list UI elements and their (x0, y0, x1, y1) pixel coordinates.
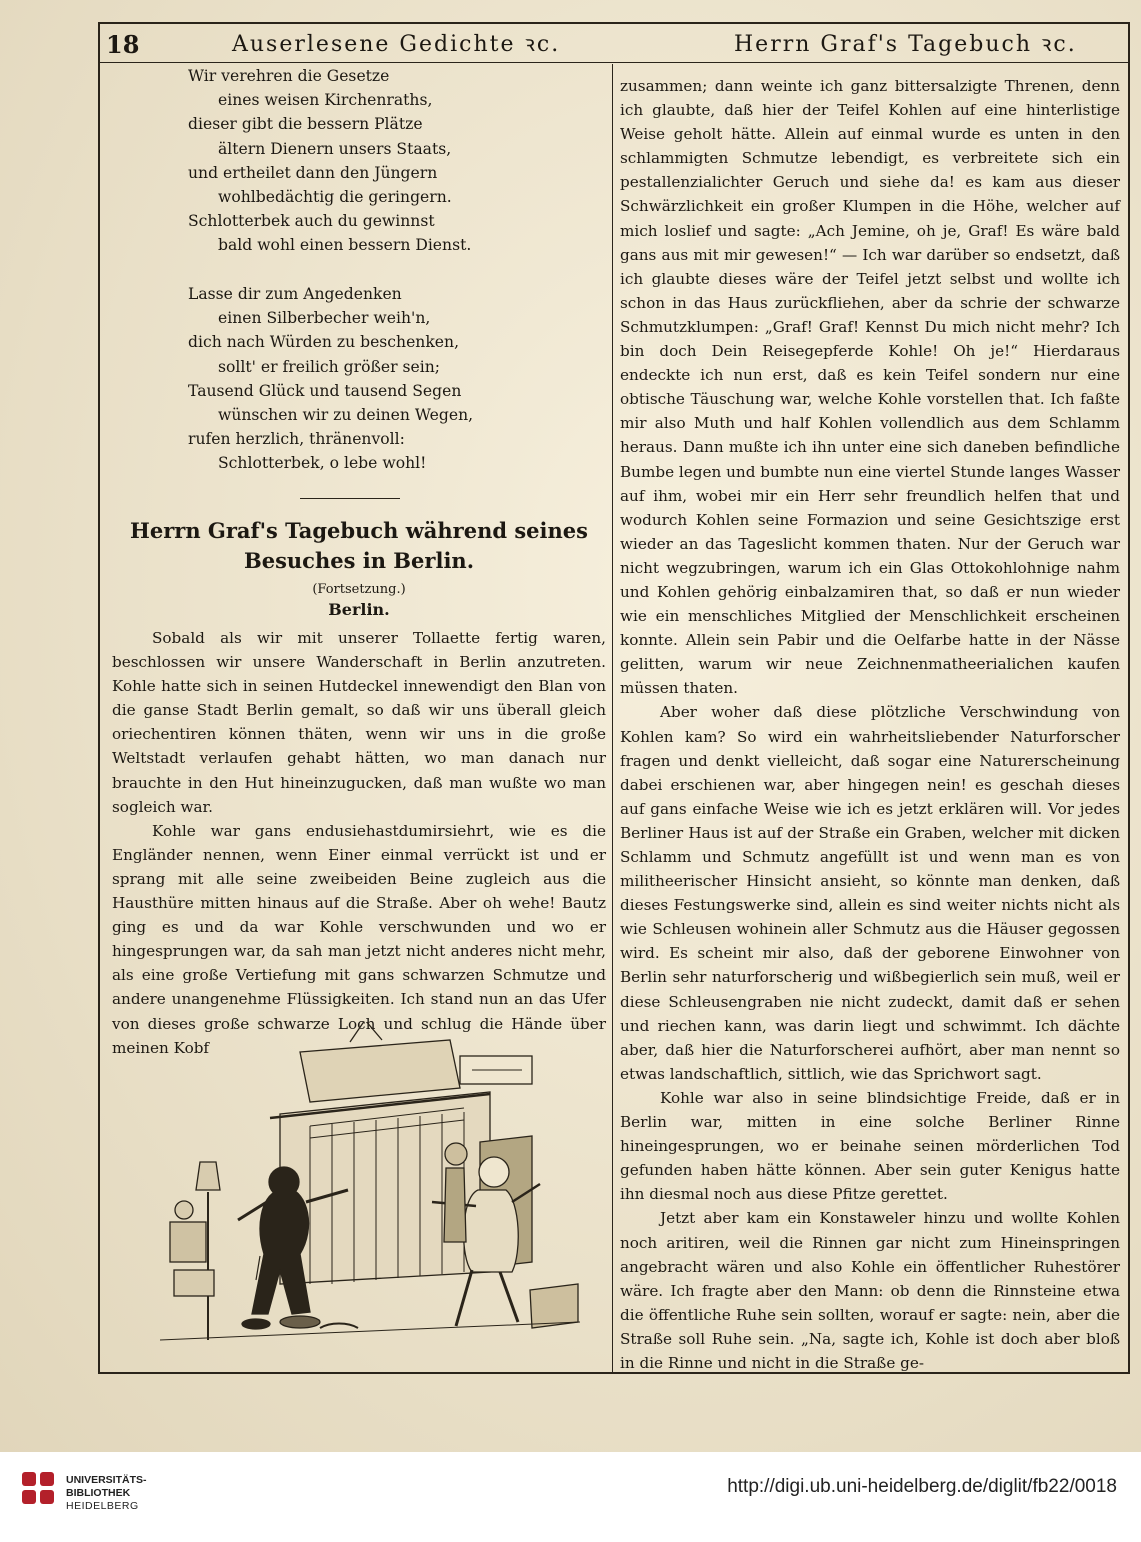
article-title (112, 516, 606, 576)
verse-line: einen Silberbecher weih'n, (218, 309, 431, 328)
institution-name (66, 1474, 147, 1513)
paragraph: zusammen; dann weinte ich ganz bittersalzigte Threnen, denn ich glaubte, daß hier der Teifel Kohlen auf eine hinterlistige Weise geholt hätte. Allein auf einmal wurde es unten in den schlammigten Schmutze lebendigt, es verbreitete sich ein pestallenzialichter Geruch und siehe da! es kam aus dieser Schwärzlichkeit ein großer Klumpen in die Höhe, welcher auf mich loslief und sagte: „Ach Jemine, oh je, Graf! Es wäre bald gans aus mit mir gewesen!“ — Ich war darüber so endsetzt, daß ich glaubte dieses wäre der Teifel jetzt selbst und wollte ich schon in das Haus zurückfliehen, aber da schrie der schwarze Schmutzklumpen: „Graf! Graf! Kennst Du mich nicht mehr? Ich bin doch Dein Reisegepferde Kohle! Oh je!“ Hierdaraus endeckte ich nun erst, daß es kein Teifel sondern nur eine obtische Täuschung war, welche Kohle vorstellen that. Ich faßte mir also Muth und half Kohlen vollendlich aus dem Schlamm heraus. Dann mußte ich ihn unter eine sich daneben befindliche Bumbe legen und bumbte nun eine viertel Stunde langes Wasser auf ihm, wobei mir ein Herr sehr freundlich helfen that und wodurch Kohlen seine Formazion und seine Gesichtszige erst wieder an das Tageslicht kommen thaten. Nur der Geruch war nicht wegzubringen, warum ich ein Glas Ottokohlohnige nahm und Kohlen gehörig einbalzamiren that, so daß er nun wieder wie ein menschliches Mitglied der Menschlichkeit erscheinen konnte. Allein sein Pabir und die Oelfarbe hatte in der Nässe gelitten, warum wir neue Zeichnenmatheerialichen kaufen müssen thaten. (620, 77, 1120, 698)
article-continuation: (Fortsetzung.) (312, 582, 406, 597)
institution-line: BIBLIOTHEK (66, 1487, 131, 1499)
running-head-left: Auserlesene Gedichte ꝛc. (232, 32, 561, 57)
verse-line: wünschen wir zu deinen Wegen, (218, 406, 474, 425)
left-column-text (112, 626, 606, 1060)
article-title-line: Besuches in Berlin. (243, 548, 474, 573)
poem-stanza-1 (188, 64, 608, 258)
running-head-right: Herrn Graf's Tagebuch ꝛc. (734, 32, 1077, 57)
paragraph: Jetzt aber kam ein Konstaweler hinzu und wollte Kohlen noch aritiren, weil die Rinnen gar nicht zum Hineinspringen angebracht wären und also Kohle ein öffentlicher Ruhestörer wäre. Ich fragte aber den Mann: ob denn die Rinnsteine etwa die öffentliche Ruhe sein sollten, worauf er sagte: nein, aber die Straße soll Ruhe sein. „Na, sagte ich, Kohle ist doch aber bloß in die Rinne und nicht in die Straße ge- (620, 1209, 1120, 1372)
paragraph: Kohle war gans endusiehastdumirsiehrt, wie es die Engländer nennen, wenn Einer einmal verrückt ist und er sprang mit alle seine zweibeiden Beine zugleich aus die Hausthüre mitten hinaus auf die Straße. Aber oh wehe! Bautz ging es und da war Kohle verschwunden und wo er hingesprungen war, da sah man jetzt nicht anderes nicht mehr, als eine große Vertiefung mit gans schwarzen Schmutze und andere unangenehme Flüssigkeiten. Ich stand nun an das Ufer von dieses große schwarze Loch und schlug die Hände über meinen Kobf (112, 821, 606, 1057)
section-divider (300, 498, 400, 499)
column-rule (612, 64, 613, 1372)
verse-line: Wir verehren die Gesetze (188, 67, 390, 85)
street-scene-illustration (160, 1022, 580, 1344)
verse-line: rufen herzlich, thränenvoll: (188, 430, 405, 449)
verse-line: bald wohl einen bessern Dienst. (218, 236, 472, 255)
verse-line: Schlotterbek auch du gewinnst (188, 212, 435, 231)
verse-line: Lasse dir zum Angedenken (188, 285, 402, 303)
university-library-logo-icon (16, 1462, 60, 1522)
paragraph: Kohle war also in seine blindsichtige Freide, daß er in Berlin war, mitten in eine solche Berliner Rinne hineingesprungen, wo er beinahe seinen mörderlichen Tod gefunden haben hätte können. Aber sein guter Kenigus hatte ihn diesmal noch aus diese Pfitze gerettet. (620, 1088, 1120, 1204)
verse-line: Tausend Glück und tausend Segen (188, 381, 462, 400)
right-column-text (620, 74, 1120, 1375)
paragraph: Aber woher daß diese plötzliche Verschwindung von Kohlen kam? So wird ein wahrheitsliebender Naturforscher fragen und denkt vielleicht, daß sogar eine Naturerscheinung dabei erschienen war, aber hingegen nein! es geschah dieses auf gans einfache Weise wie ich es jetzt erklären will. Vor jedes Berliner Haus ist auf der Straße ein Graben, welcher mit dicken Schlamm und Schmutz angefüllt ist und wenn man es von militheerischer Hinsicht ansieht, so könnte man denken, daß dieses Festungswerke sind, allein es sind weiter nichts nicht als wie Schleusen wohinein aller Schmutz aus die Häuser gegossen wird. Es scheint mir also, daß der geborene Einwohner von Berlin sehr naturforscherig und wißbegierlich sein muß, weil er diese Schleusengraben nie nicht zudeckt, damit daß er sehen und riechen kann, was darin liegt und schwimmt. Ich dächte aber, daß hier die Naturforscherei aufhört, aber man nennt so etwas landschaftlich, sittlich, wie das Sprichwort sagt. (620, 703, 1120, 1083)
permalink-url[interactable]: http://digi.ub.uni-heidelberg.de/diglit/fb22/0018 (727, 1476, 1117, 1497)
institution-line: UNIVERSITÄTS- (66, 1474, 147, 1486)
verse-line: eines weisen Kirchenraths, (218, 91, 433, 110)
verse-line: ältern Dienern unsers Staats, (218, 139, 452, 158)
header-rule (100, 62, 1128, 63)
verse-line: dieser gibt die bessern Plätze (188, 115, 423, 134)
verse-line: Schlotterbek, o lebe wohl! (218, 454, 427, 473)
institution-line: HEIDELBERG (66, 1500, 139, 1512)
verse-line: wohlbedächtig die geringern. (218, 188, 452, 207)
article-section-heading: Berlin. (328, 600, 390, 619)
verse-line: und ertheilet dann den Jüngern (188, 163, 438, 182)
library-footer (0, 1452, 1141, 1542)
paragraph: Sobald als wir mit unserer Tollaette fertig waren, beschlossen wir unsere Wanderschaft in Berlin anzutreten. Kohle hatte sich in seinen Hutdeckel innewendigt den Blan von die ganse Stadt Berlin gemalt, so daß wir uns überall gleich oriechentiren können thäten, wenn wir uns in die große Weltstadt verlaufen gehabt hätten, wo man danach nur brauchte in den Hut hineinzugucken, daß man wußte wo man sogleich war. (112, 629, 606, 816)
article-title-line: Herrn Graf's Tagebuch während seines (130, 518, 588, 543)
verse-line: sollt' er freilich größer sein; (218, 357, 441, 376)
verse-line: dich nach Würden zu beschenken, (188, 333, 460, 352)
poem-stanza-2 (188, 282, 608, 476)
page-number: 18 (106, 30, 140, 59)
